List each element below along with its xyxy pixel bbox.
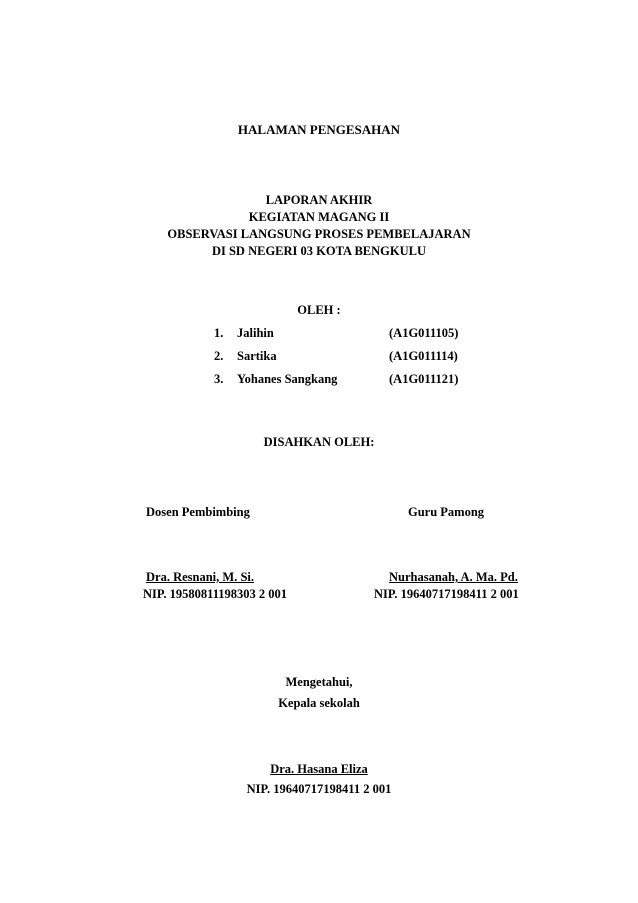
report-line-3: OBSERVASI LANGSUNG PROSES PEMBELAJARAN <box>167 227 471 241</box>
author-number: 2. <box>214 349 224 363</box>
author-id: (A1G011121) <box>389 372 459 386</box>
report-line-2: KEGIATAN MAGANG II <box>248 210 390 224</box>
principal-role: Kepala sekolah <box>278 696 360 710</box>
author-name: Sartika <box>237 349 277 363</box>
principal-nip: NIP. 19640717198411 2 001 <box>246 782 392 796</box>
supervisor-role: Dosen Pembimbing <box>146 505 250 519</box>
author-number: 3. <box>214 372 224 386</box>
page-title: HALAMAN PENGESAHAN <box>237 122 401 137</box>
principal-name <box>0 762 638 777</box>
approved-label: DISAHKAN OLEH: <box>263 435 375 449</box>
principal-name-text: Dra. Hasana Eliza <box>270 762 368 776</box>
author-number: 1. <box>214 326 224 340</box>
by-label: OLEH : <box>297 303 341 317</box>
author-id: (A1G011114) <box>389 349 458 363</box>
author-name: Jalihin <box>237 326 274 340</box>
report-line-1: LAPORAN AKHIR <box>265 193 373 207</box>
mentor-role: Guru Pamong <box>408 505 485 519</box>
report-line-4: DI SD NEGERI 03 KOTA BENGKULU <box>211 244 427 258</box>
acknowledged-label: Mengetahui, <box>285 675 353 689</box>
mentor-nip: NIP. 19640717198411 2 001 <box>374 587 519 601</box>
supervisor-name: Dra. Resnani, M. Si. <box>146 570 254 584</box>
author-name: Yohanes Sangkang <box>237 372 338 386</box>
author-id: (A1G011105) <box>389 326 459 340</box>
mentor-name: Nurhasanah, A. Ma. Pd. <box>389 570 518 584</box>
supervisor-nip: NIP. 19580811198303 2 001 <box>143 587 288 601</box>
